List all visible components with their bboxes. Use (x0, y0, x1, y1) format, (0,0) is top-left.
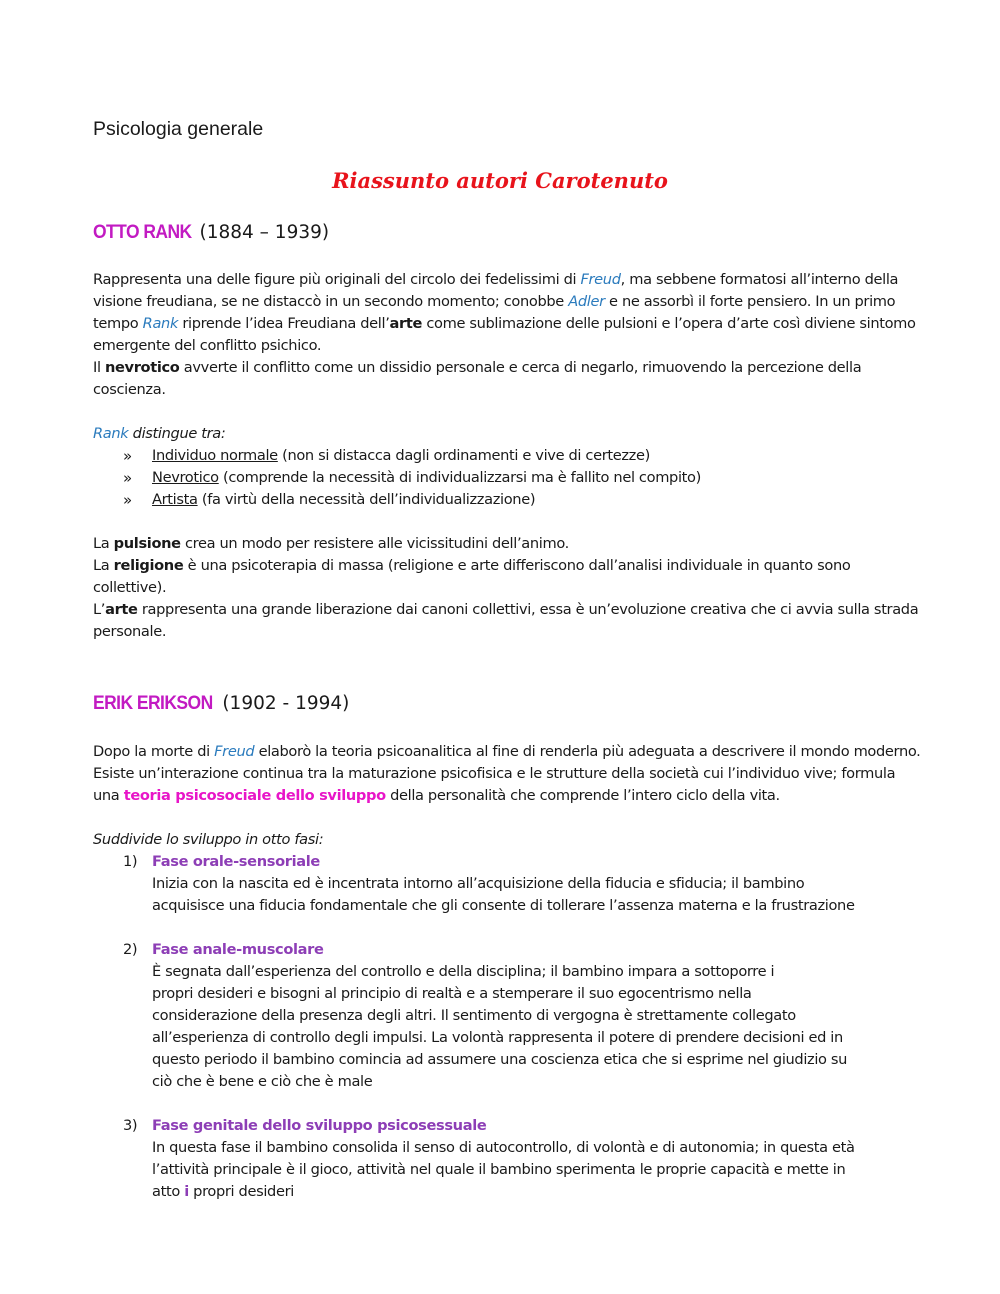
rank-years: (1884 – 1939) (199, 222, 330, 243)
phase-line: considerazione della presenza degli altri. Il sentimento di vergogna è strettamente collegato (152, 1007, 796, 1024)
type-term: Individuo normale (152, 447, 278, 464)
phase-line (152, 1181, 923, 1203)
erikson-years: (1902 - 1994) (222, 693, 350, 714)
phase-item (93, 851, 923, 917)
rank-distinguishes (93, 423, 923, 445)
rank-paragraph-intro (93, 269, 923, 357)
text-span: Il (93, 359, 105, 376)
rank-heading (93, 222, 329, 244)
theory-highlight: teoria psicosociale dello sviluppo (123, 787, 386, 804)
phase-line: ciò che è bene e ciò che è male (152, 1073, 373, 1090)
course-title: Psicologia generale (93, 118, 264, 140)
term-pulsione: pulsione (113, 535, 181, 552)
phase-line: È segnata dall’esperienza del controllo e della disciplina; il bambino impara a sottoporre i (152, 963, 775, 980)
spacer (93, 917, 923, 939)
rank-ref: Rank (93, 425, 129, 442)
list-item (93, 489, 923, 511)
type-desc: (non si distacca dagli ordinamenti e vive di certezze) (277, 447, 650, 464)
document-title: Riassunto autori Carotenuto (332, 168, 668, 193)
spacer (93, 401, 923, 423)
rank-paragraph-nevrotico (93, 357, 923, 401)
phase-line: l’attività principale è il gioco, attività nel quale il bambino sperimenta le proprie capacità e mette in (152, 1161, 846, 1178)
list-item (93, 445, 923, 467)
spacer (93, 1093, 923, 1115)
erikson-paragraph-intro (93, 741, 923, 807)
text-span: La (93, 535, 114, 552)
text-span: avverte il conflitto come un dissidio personale e cerca di negarlo, rimuovendo la percezione della coscienza. (93, 359, 862, 398)
term-religione: religione (113, 557, 184, 574)
bullet-icon: » (123, 491, 132, 509)
phases-intro: Suddivide lo sviluppo in otto fasi: (93, 831, 324, 848)
phase-line: acquisisce una fiducia fondamentale che gli consente di tollerare l’assenza materna e la frustrazione (152, 897, 855, 914)
type-term: Artista (152, 491, 198, 508)
text-span: Dopo la morte di (93, 743, 215, 760)
text-span: La (93, 557, 114, 574)
phase-title: Fase genitale dello sviluppo psicosessuale (152, 1117, 487, 1134)
freud-ref: Freud (214, 743, 255, 760)
phase-line: In questa fase il bambino consolida il senso di autocontrollo, di volontà e di autonomia; in questa età (152, 1139, 855, 1156)
text-span: Rappresenta una delle figure più originali del circolo dei fedelissimi di (93, 271, 581, 288)
text-span: propri desideri (188, 1183, 294, 1200)
spacer (93, 511, 923, 533)
rank-paragraph-pulsione (93, 533, 923, 555)
rank-paragraph-arte (93, 599, 923, 643)
type-desc: (comprende la necessità di individualizzarsi ma è fallito nel compito) (218, 469, 701, 486)
rank-ref: Rank (142, 315, 179, 332)
rank-paragraph-religione (93, 555, 923, 599)
bullet-icon: » (123, 469, 132, 487)
text-span: crea un modo per resistere alle vicissitudini dell’animo. (180, 535, 569, 552)
highlight-letter: i (184, 1183, 189, 1200)
rank-section (93, 269, 923, 643)
text-span: rappresenta una grande liberazione dai canoni collettivi, essa è un’evoluzione creativa che ci avvia sulla strada personale. (93, 601, 919, 640)
phase-number: 1) (123, 853, 138, 870)
spacer (93, 807, 923, 829)
freud-ref: Freud (580, 271, 621, 288)
text-span: e ne assorbì il forte pensiero. In un primo tempo (93, 293, 896, 332)
term-arte: arte (389, 315, 423, 332)
list-item (93, 467, 923, 489)
phase-line: Inizia con la nascita ed è incentrata intorno all’acquisizione della fiducia e sfiducia; il bambino (152, 875, 805, 892)
text-span: della personalità che comprende l’intero ciclo della vita. (385, 787, 780, 804)
phase-line: propri desideri e bisogni al principio di realtà e a stemperare il suo egocentrismo nella (152, 985, 752, 1002)
term-nevrotico: nevrotico (104, 359, 180, 376)
term-arte: arte (105, 601, 138, 618)
phase-line: questo periodo il bambino comincia ad assumere una coscienza etica che si esprime nel giudizio su (152, 1051, 848, 1068)
text-span: riprende l’idea Freudiana dell’ (178, 315, 390, 332)
phase-title: Fase anale-muscolare (152, 941, 324, 958)
phase-item (93, 939, 923, 1093)
rank-types-list (93, 445, 923, 511)
text-span: atto (152, 1183, 185, 1200)
phase-number: 2) (123, 941, 138, 958)
phase-title: Fase orale-sensoriale (152, 853, 320, 870)
text-span: come sublimazione delle pulsioni e l’opera d’arte così diviene sintomo emergente del conflitto psichico. (93, 315, 916, 354)
text-span: , ma sebbene formatosi all’interno della visione freudiana, se ne distaccò in un secondo momento; conobbe (93, 271, 899, 310)
rank-name: OTTO RANK (93, 222, 192, 243)
type-desc: (fa virtù della necessità dell’individualizzazione) (197, 491, 536, 508)
text-span: distingue tra: (128, 425, 226, 442)
erikson-heading (93, 693, 349, 715)
phase-item (93, 1115, 923, 1203)
bullet-icon: » (123, 447, 132, 465)
type-term: Nevrotico (152, 469, 219, 486)
erikson-section (93, 741, 923, 1203)
phase-line: all’esperienza di controllo degli impulsi. La volontà rappresenta il potere di prendere decisioni ed in (152, 1029, 843, 1046)
adler-ref: Adler (568, 293, 605, 310)
text-span: elaborò la teoria psicoanalitica al fine di renderla più adeguata a descrivere il mondo moderno. Esiste un’interazione continua tra la maturazione psicofisica e le strutture della società cui l’individuo vive; formula una (93, 743, 921, 804)
text-span: è una psicoterapia di massa (religione e arte differiscono dall’analisi individuale in quanto sono collettive). (93, 557, 851, 596)
erikson-name: ERIK ERIKSON (93, 693, 213, 714)
phase-number: 3) (123, 1117, 138, 1134)
text-span: L’ (93, 601, 106, 618)
